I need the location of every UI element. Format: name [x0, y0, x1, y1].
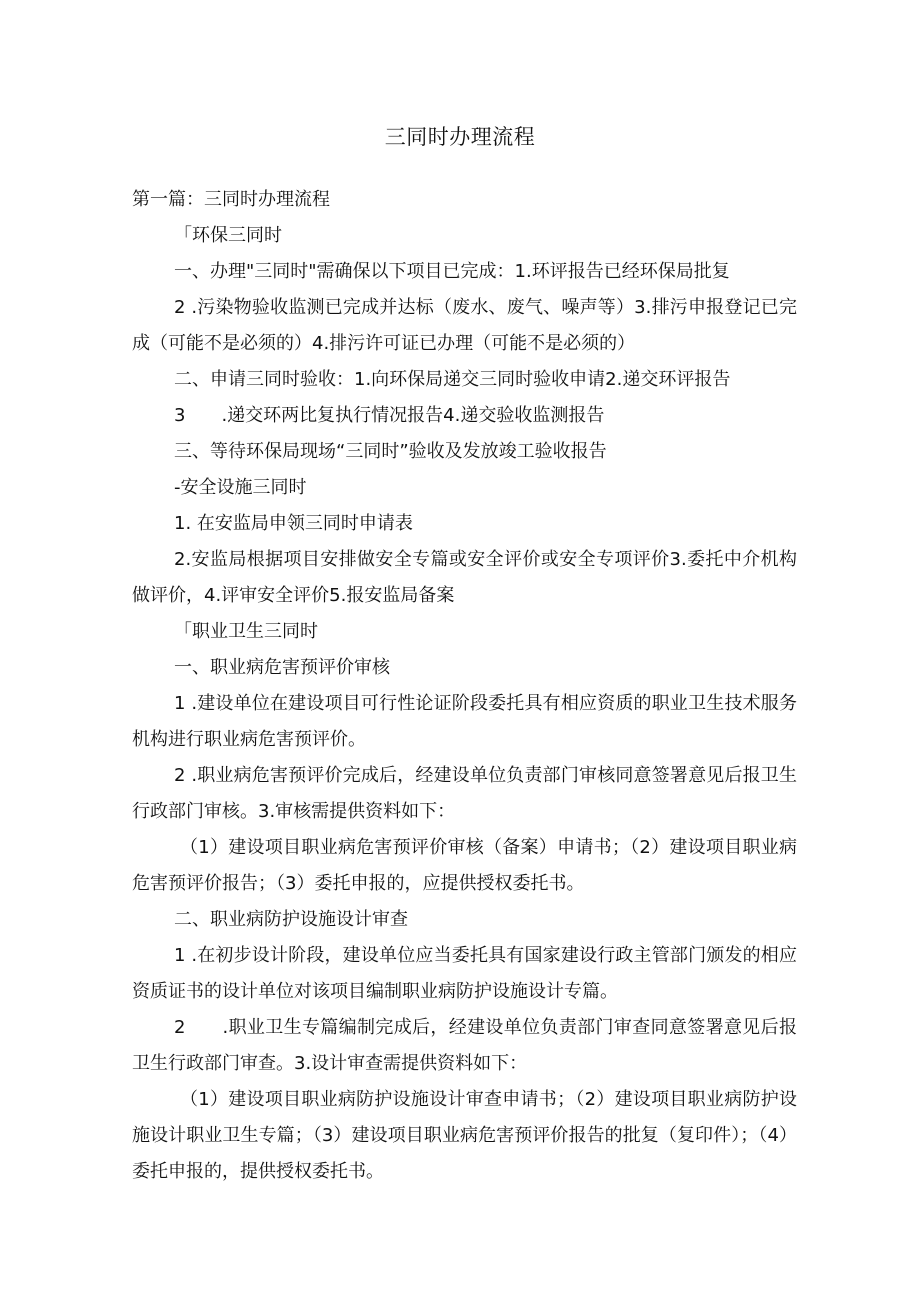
paragraph: 三、等待环保局现场“三同时”验收及发放竣工验收报告: [174, 441, 607, 462]
paragraph: 2 .职业卫生专篇编制完成后，经建设单位负责部门审查同意签署意见后报卫生行政部门审查。3.设计审查需提供资料如下：: [132, 1017, 797, 1074]
chapter-heading: 第一篇：三同时办理流程: [132, 189, 330, 210]
paragraph: 1 .建设单位在建设项目可行性论证阶段委托具有相应资质的职业卫生技术服务机构进行职业病危害预评价。: [132, 693, 797, 750]
paragraph: 2.安监局根据项目安排做安全专篇或安全评价或安全专项评价3.委托中介机构做评价，4.评审安全评价5.报安监局备案: [132, 549, 797, 606]
page-title: 三同时办理流程: [384, 125, 536, 149]
subsection-heading: 一、职业病危害预评价审核: [174, 657, 390, 678]
paragraph: 2 .职业病危害预评价完成后，经建设单位负责部门审核同意签署意见后报卫生行政部门审核。3.审核需提供资料如下：: [132, 765, 797, 822]
paragraph: （1）建设项目职业病危害预评价审核（备案）申请书；（2）建设项目职业病危害预评价报告；（3）委托申报的，应提供授权委托书。: [132, 837, 797, 894]
paragraph: 一、办理"三同时"需确保以下项目已完成：1.环评报告已经环保局批复: [174, 261, 730, 282]
section-heading-env: 「环保三同时: [174, 225, 282, 246]
paragraph: 3 .递交环两比复执行情况报告4.递交验收监测报告: [174, 405, 605, 426]
document-body: [132, 182, 797, 1190]
paragraph: （1）建设项目职业病防护设施设计审查申请书；（2）建设项目职业病防护设施设计职业卫生专篇；（3）建设项目职业病危害预评价报告的批复（复印件）；（4）委托申报的，提供授权委托书。: [132, 1089, 797, 1182]
subsection-heading: 二、职业病防护设施设计审查: [174, 909, 408, 930]
section-heading-safety: -安全设施三同时: [174, 477, 307, 498]
paragraph: 1. 在安监局申领三同时申请表: [174, 513, 413, 534]
paragraph: 2 .污染物验收监测已完成并达标（废水、废气、噪声等）3.排污申报登记已完成（可能不是必须的）4.排污许可证已办理（可能不是必须的）: [132, 297, 797, 354]
paragraph: 1 .在初步设计阶段，建设单位应当委托具有国家建设行政主管部门颁发的相应资质证书的设计单位对该项目编制职业病防护设施设计专篇。: [132, 945, 797, 1002]
paragraph: 二、申请三同时验收：1.向环保局递交三同时验收申请2.递交环评报告: [174, 369, 731, 390]
section-heading-health: 「职业卫生三同时: [174, 621, 318, 642]
